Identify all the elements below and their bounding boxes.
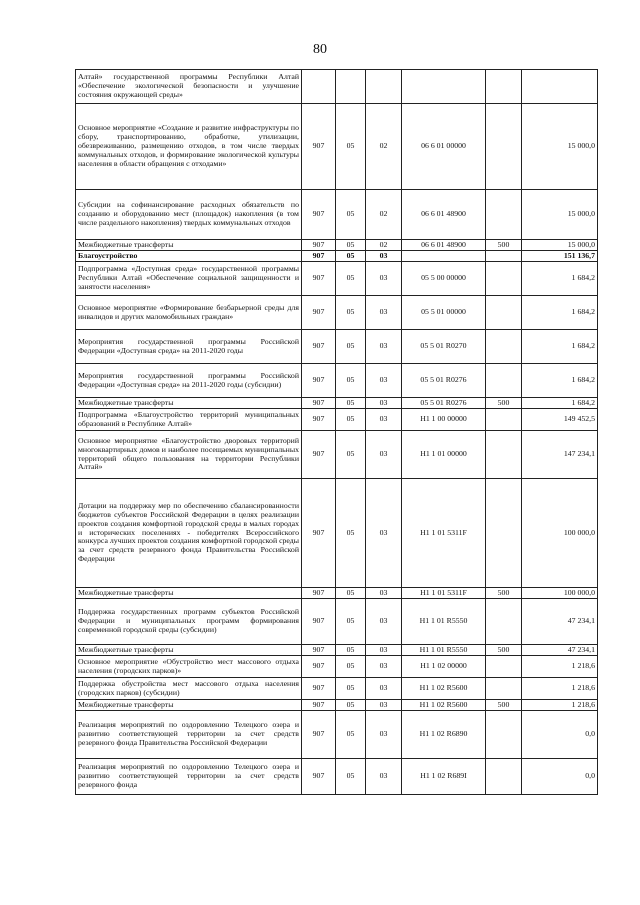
row-subsection: 02 (366, 190, 402, 240)
table-row (76, 678, 598, 700)
row-expense-type (486, 711, 522, 759)
row-name: Реализация мероприятий по оздоровлению Телецкого озера и развитию соответствующей территории за счет средств резервного фонда Правительства Российской Федерации (76, 711, 302, 759)
row-subsection: 02 (366, 240, 402, 251)
budget-table (75, 69, 598, 795)
row-ministry-code: 907 (302, 431, 336, 479)
row-amount: 100 000,0 (522, 479, 598, 588)
row-target-article: 05 5 01 R0276 (402, 398, 486, 409)
row-ministry-code: 907 (302, 479, 336, 588)
row-target-article: H1 1 01 R5550 (402, 645, 486, 656)
row-target-article: H1 1 01 00000 (402, 431, 486, 479)
table-row (76, 759, 598, 795)
row-subsection: 03 (366, 330, 402, 364)
row-subsection: 03 (366, 296, 402, 330)
row-subsection: 03 (366, 759, 402, 795)
row-name: Межбюджетные трансферты (76, 398, 302, 409)
row-section: 05 (336, 656, 366, 678)
row-ministry-code: 907 (302, 330, 336, 364)
row-ministry-code: 907 (302, 190, 336, 240)
row-name: Поддержка государственных программ субъектов Российской Федерации и муниципальных программ формирования современной городской среды (субсидии) (76, 599, 302, 645)
row-subsection (366, 70, 402, 104)
row-ministry-code (302, 70, 336, 104)
row-target-article: H1 1 02 R689I (402, 759, 486, 795)
row-name: Благоустройство (76, 251, 302, 262)
table-row (76, 711, 598, 759)
row-target-article: H1 1 01 5311F (402, 479, 486, 588)
table-row (76, 479, 598, 588)
row-subsection: 03 (366, 588, 402, 599)
row-section: 05 (336, 190, 366, 240)
row-expense-type: 500 (486, 645, 522, 656)
row-amount: 151 136,7 (522, 251, 598, 262)
row-ministry-code: 907 (302, 645, 336, 656)
row-section: 05 (336, 104, 366, 190)
row-expense-type: 500 (486, 240, 522, 251)
row-amount: 47 234,1 (522, 645, 598, 656)
row-subsection: 03 (366, 262, 402, 296)
row-subsection: 03 (366, 678, 402, 700)
row-ministry-code: 907 (302, 588, 336, 599)
table-row (76, 645, 598, 656)
row-amount: 15 000,0 (522, 190, 598, 240)
row-amount: 0,0 (522, 759, 598, 795)
row-subsection: 03 (366, 251, 402, 262)
row-name: Межбюджетные трансферты (76, 240, 302, 251)
row-subsection: 03 (366, 431, 402, 479)
row-amount: 1 684,2 (522, 296, 598, 330)
row-expense-type (486, 251, 522, 262)
row-section: 05 (336, 431, 366, 479)
row-ministry-code: 907 (302, 262, 336, 296)
page-number: 80 (313, 42, 327, 57)
row-amount: 1 218,6 (522, 656, 598, 678)
row-subsection: 02 (366, 104, 402, 190)
row-target-article: H1 1 01 5311F (402, 588, 486, 599)
row-name: Основное мероприятие «Создание и развитие инфраструктуры по сбору, транспортированию, обработке, утилизации, обезвреживанию, размещению отходов, в том числе твердых коммунальных отходов, и формирование экологической культуры населения в области обращения с отходами» (76, 104, 302, 190)
row-name: Алтай» государственной программы Республики Алтай «Обеспечение экологической безопасности и улучшение состояния окружающей среды» (76, 70, 302, 104)
row-amount: 1 684,2 (522, 262, 598, 296)
table-row (76, 251, 598, 262)
row-name: Межбюджетные трансферты (76, 700, 302, 711)
row-name: Мероприятия государственной программы Российской Федерации «Доступная среда» на 2011-2020 годы (субсидии) (76, 364, 302, 398)
row-section: 05 (336, 409, 366, 431)
row-amount: 15 000,0 (522, 240, 598, 251)
row-expense-type (486, 409, 522, 431)
row-section: 05 (336, 700, 366, 711)
row-target-article (402, 251, 486, 262)
row-subsection: 03 (366, 364, 402, 398)
table-row (76, 240, 598, 251)
row-amount: 47 234,1 (522, 599, 598, 645)
row-name: Мероприятия государственной программы Российской Федерации «Доступная среда» на 2011-2020 годы (76, 330, 302, 364)
row-ministry-code: 907 (302, 398, 336, 409)
row-subsection: 03 (366, 599, 402, 645)
row-expense-type (486, 296, 522, 330)
row-subsection: 03 (366, 656, 402, 678)
row-subsection: 03 (366, 479, 402, 588)
row-section: 05 (336, 645, 366, 656)
row-section: 05 (336, 588, 366, 599)
row-target-article: 05 5 01 R0270 (402, 330, 486, 364)
row-target-article: 05 5 01 00000 (402, 296, 486, 330)
row-section: 05 (336, 251, 366, 262)
row-amount: 1 684,2 (522, 330, 598, 364)
row-section: 05 (336, 759, 366, 795)
row-expense-type (486, 678, 522, 700)
row-expense-type: 500 (486, 588, 522, 599)
table-row (76, 330, 598, 364)
row-expense-type (486, 479, 522, 588)
table-row (76, 104, 598, 190)
row-expense-type: 500 (486, 700, 522, 711)
row-amount: 1 684,2 (522, 398, 598, 409)
row-expense-type (486, 364, 522, 398)
row-target-article: 05 5 01 R0276 (402, 364, 486, 398)
row-expense-type (486, 104, 522, 190)
row-target-article: 05 5 00 00000 (402, 262, 486, 296)
row-section: 05 (336, 479, 366, 588)
row-ministry-code: 907 (302, 700, 336, 711)
row-section: 05 (336, 398, 366, 409)
row-target-article: H1 1 02 R5600 (402, 700, 486, 711)
row-expense-type (486, 599, 522, 645)
row-subsection: 03 (366, 398, 402, 409)
row-amount (522, 70, 598, 104)
row-ministry-code: 907 (302, 104, 336, 190)
row-section: 05 (336, 296, 366, 330)
row-section: 05 (336, 364, 366, 398)
row-ministry-code: 907 (302, 599, 336, 645)
table-row (76, 190, 598, 240)
row-ministry-code: 907 (302, 711, 336, 759)
table-row (76, 296, 598, 330)
row-name: Поддержка обустройства мест массового отдыха населения (городских парков) (субсидии) (76, 678, 302, 700)
row-expense-type (486, 759, 522, 795)
row-subsection: 03 (366, 645, 402, 656)
row-amount: 15 000,0 (522, 104, 598, 190)
row-name: Реализация мероприятий по оздоровлению Телецкого озера и развитию соответствующей территории за счет средств резервного фонда (76, 759, 302, 795)
table-row (76, 700, 598, 711)
row-amount: 1 684,2 (522, 364, 598, 398)
row-target-article (402, 70, 486, 104)
row-ministry-code: 907 (302, 240, 336, 251)
row-ministry-code: 907 (302, 656, 336, 678)
row-target-article: H1 1 02 00000 (402, 656, 486, 678)
table-row (76, 656, 598, 678)
row-target-article: 06 6 01 00000 (402, 104, 486, 190)
row-expense-type (486, 190, 522, 240)
row-name: Межбюджетные трансферты (76, 588, 302, 599)
row-amount: 149 452,5 (522, 409, 598, 431)
row-expense-type (486, 431, 522, 479)
row-ministry-code: 907 (302, 296, 336, 330)
row-name: Подпрограмма «Благоустройство территорий муниципальных образований в Республике Алтай» (76, 409, 302, 431)
row-ministry-code: 907 (302, 409, 336, 431)
table-row (76, 599, 598, 645)
row-amount: 1 218,6 (522, 678, 598, 700)
table-row (76, 409, 598, 431)
row-section: 05 (336, 330, 366, 364)
table-row (76, 262, 598, 296)
row-section: 05 (336, 262, 366, 296)
row-ministry-code: 907 (302, 251, 336, 262)
row-expense-type (486, 330, 522, 364)
row-target-article: H1 1 01 R5550 (402, 599, 486, 645)
row-ministry-code: 907 (302, 678, 336, 700)
row-target-article: H1 1 02 R6890 (402, 711, 486, 759)
row-ministry-code: 907 (302, 759, 336, 795)
row-name: Основное мероприятие «Обустройство мест массового отдыха населения (городских парков)» (76, 656, 302, 678)
row-expense-type: 500 (486, 398, 522, 409)
row-target-article: 06 6 01 48900 (402, 240, 486, 251)
table-row (76, 431, 598, 479)
row-expense-type (486, 262, 522, 296)
table-row (76, 70, 598, 104)
row-expense-type (486, 70, 522, 104)
row-subsection: 03 (366, 409, 402, 431)
row-section: 05 (336, 599, 366, 645)
row-name: Основное мероприятие «Благоустройство дворовых территорий многоквартирных домов и наиболее посещаемых муниципальных территорий общего пользования на территории Республики Алтай» (76, 431, 302, 479)
row-amount: 100 000,0 (522, 588, 598, 599)
row-subsection: 03 (366, 711, 402, 759)
row-amount: 1 218,6 (522, 700, 598, 711)
row-ministry-code: 907 (302, 364, 336, 398)
row-section: 05 (336, 240, 366, 251)
row-target-article: H1 1 00 00000 (402, 409, 486, 431)
row-section: 05 (336, 711, 366, 759)
table-row (76, 398, 598, 409)
row-expense-type (486, 656, 522, 678)
row-name: Основное мероприятие «Формирование безбарьерной среды для инвалидов и других маломобильных граждан» (76, 296, 302, 330)
row-amount: 147 234,1 (522, 431, 598, 479)
row-name: Дотации на поддержку мер по обеспечению сбалансированности бюджетов субъектов Российской Федерации в целях реализации проектов создания комфортной городской среды в малых городах и исторических поселениях - победителях Всероссийского конкурса лучших проектов создания комфортной городской среды за счет средств резервного фонда Правительства Российской Федерации (76, 479, 302, 588)
row-name: Подпрограмма «Доступная среда» государственной программы Республики Алтай «Обеспечение социальной защищенности и занятости населения» (76, 262, 302, 296)
row-target-article: 06 6 01 48900 (402, 190, 486, 240)
row-section (336, 70, 366, 104)
table-row (76, 588, 598, 599)
row-section: 05 (336, 678, 366, 700)
row-subsection: 03 (366, 700, 402, 711)
row-amount: 0,0 (522, 711, 598, 759)
row-name: Межбюджетные трансферты (76, 645, 302, 656)
row-name: Субсидии на софинансирование расходных обязательств по созданию и оборудованию мест (площадок) накопления (в том числе раздельного накопления) твердых коммунальных отходов (76, 190, 302, 240)
table-row (76, 364, 598, 398)
row-target-article: H1 1 02 R5600 (402, 678, 486, 700)
